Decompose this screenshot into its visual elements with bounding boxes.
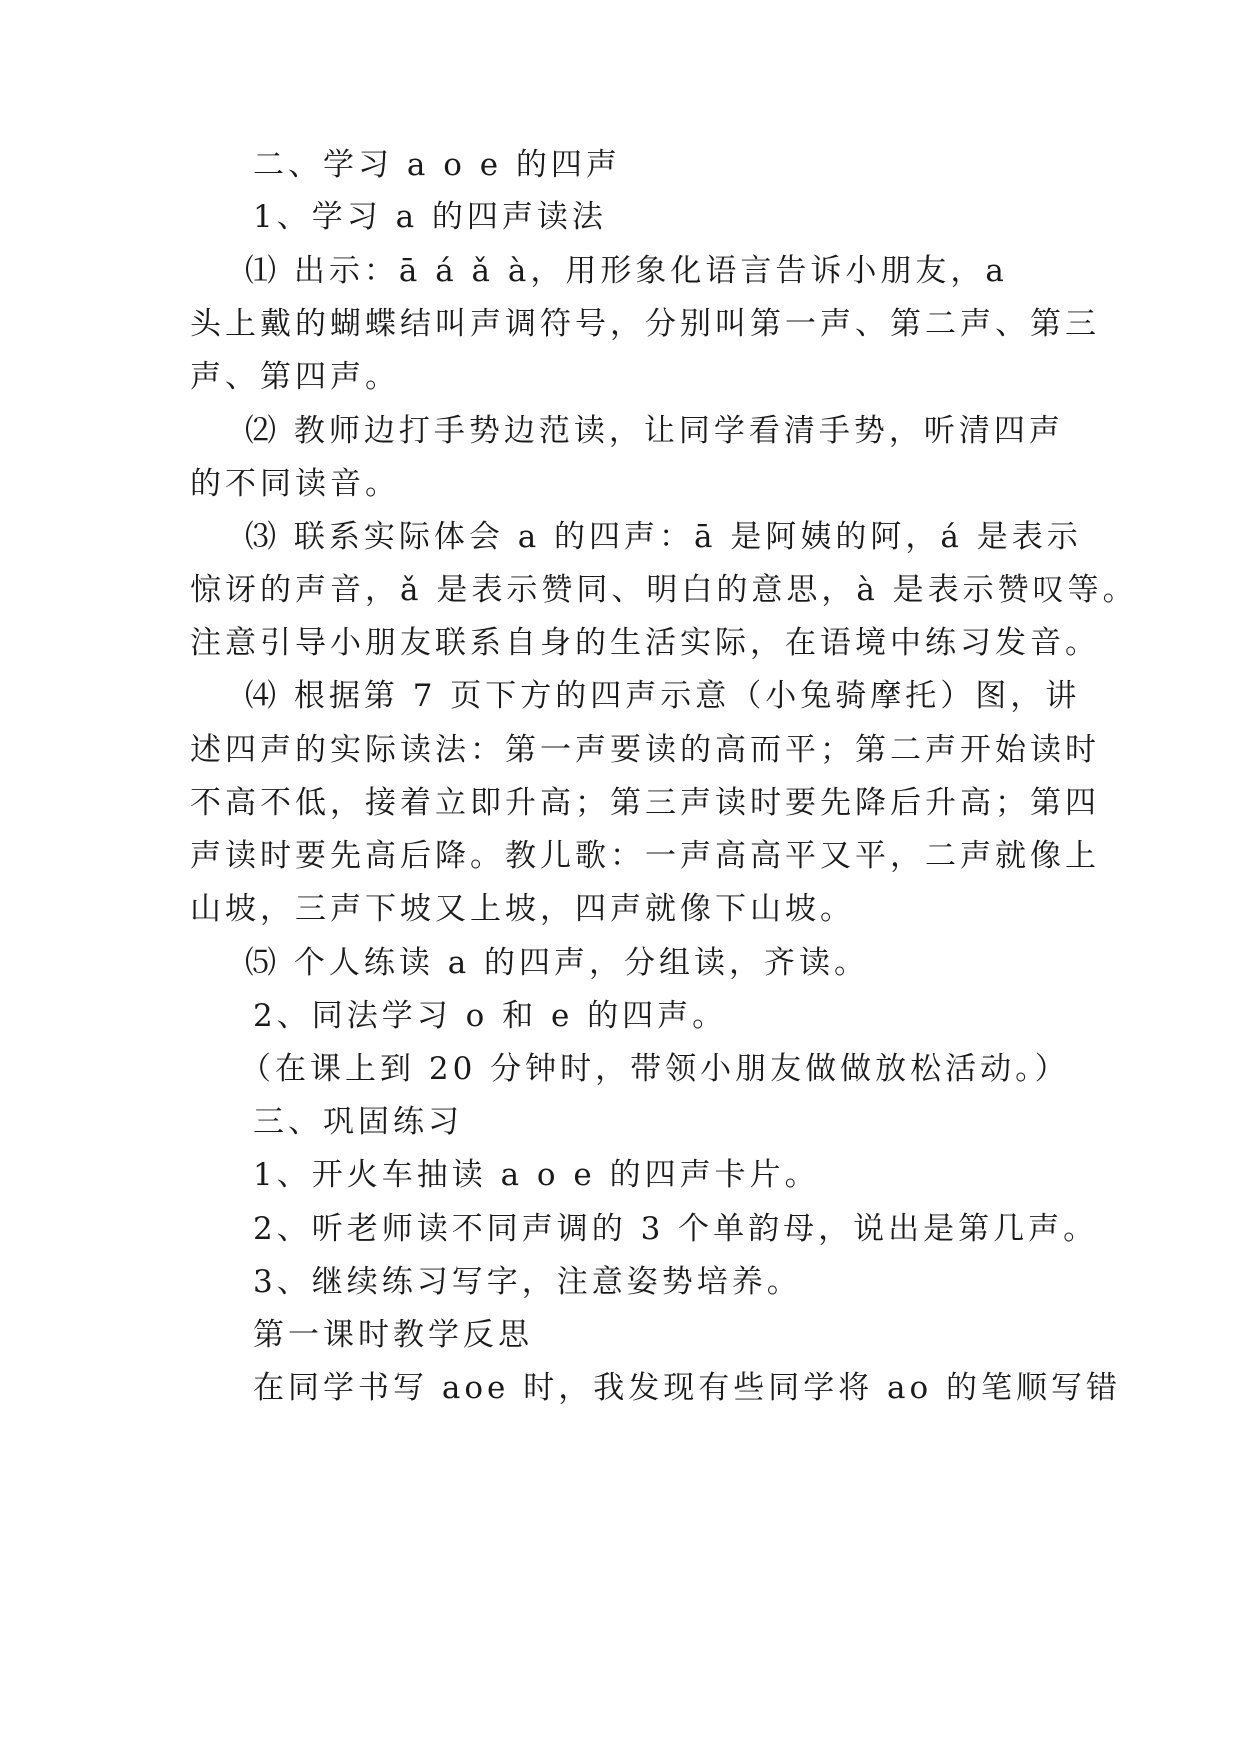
paragraph-line: ⑵ 教师边打手势边范读，让同学看清手势，听清四声 <box>245 413 1064 449</box>
paragraph-line: 山坡，三声下坡又上坡，四声就像下山坡。 <box>190 891 855 927</box>
paragraph-note: （在课上到 20 分钟时，带领小朋友做做放松活动。） <box>240 1051 1070 1087</box>
paragraph-line: 的不同读音。 <box>190 466 400 502</box>
section-heading-3: 三、巩固练习 <box>253 1104 463 1140</box>
paragraph-line: ⑸ 个人练读 a 的四声，分组读，齐读。 <box>245 945 870 981</box>
paragraph-line: 声、第四声。 <box>190 359 400 395</box>
subsection-heading-1: 1、学习 a 的四声读法 <box>253 199 607 235</box>
paragraph-line: 头上戴的蝴蝶结叫声调符号，分别叫第一声、第二声、第三 <box>190 306 1100 342</box>
paragraph-line: 2、同法学习 o 和 e 的四声。 <box>253 998 728 1034</box>
paragraph-line: ⑴ 出示：ā á ǎ à，用形象化语言告诉小朋友，a <box>245 253 1008 289</box>
paragraph-line: 3、继续练习写字，注意姿势培养。 <box>253 1264 802 1300</box>
paragraph-line: 惊讶的声音，ǎ 是表示赞同、明白的意思，à 是表示赞叹等。 <box>190 572 1138 608</box>
paragraph-line: 1、开火车抽读 a o e 的四声卡片。 <box>253 1157 820 1193</box>
paragraph-line: ⑷ 根据第 7 页下方的四声示意（小兔骑摩托）图，讲 <box>245 678 1081 714</box>
paragraph-line: 不高不低，接着立即升高；第三声读时要先降后升高；第四 <box>190 785 1100 821</box>
reflection-heading: 第一课时教学反思 <box>253 1317 533 1353</box>
section-heading-2: 二、学习 a o e 的四声 <box>253 147 621 183</box>
paragraph-line: 声读时要先高后降。教儿歌：一声高高平又平，二声就像上 <box>190 838 1100 874</box>
paragraph-line: 述四声的实际读法：第一声要读的高而平；第二声开始读时 <box>190 732 1100 768</box>
paragraph-line: 注意引导小朋友联系自身的生活实际，在语境中练习发音。 <box>190 625 1100 661</box>
paragraph-line: 在同学书写 aoe 时，我发现有些同学将 ao 的笔顺写错 <box>253 1370 1122 1406</box>
paragraph-line: 2、听老师读不同声调的 3 个单韵母，说出是第几声。 <box>253 1211 1099 1247</box>
paragraph-line: ⑶ 联系实际体会 a 的四声：ā 是阿姨的阿，á 是表示 <box>245 519 1082 555</box>
